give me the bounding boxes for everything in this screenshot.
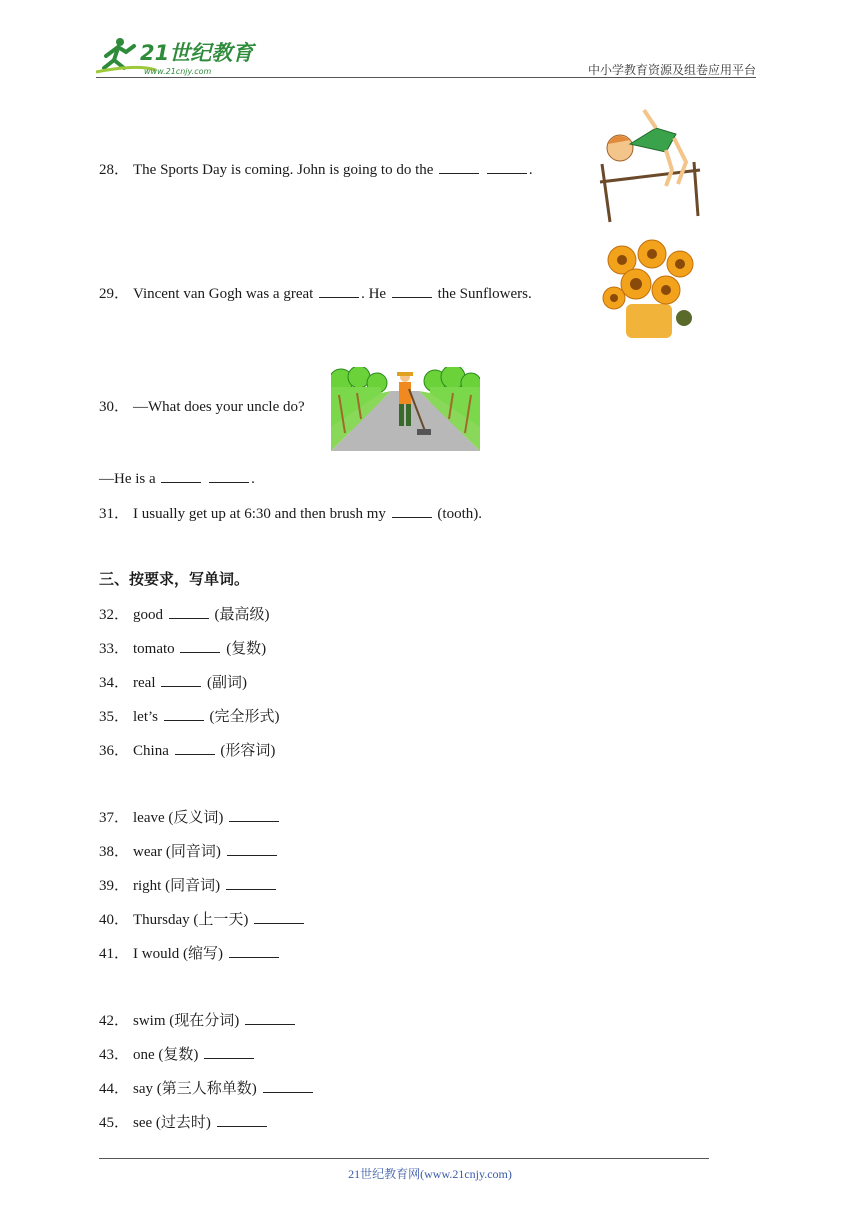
answer-blank[interactable] — [392, 283, 432, 298]
list-item — [99, 705, 280, 726]
answer-blank[interactable] — [164, 706, 204, 721]
site-logo — [96, 34, 266, 78]
word: tomato — [133, 641, 175, 657]
question-number: 42． — [99, 1013, 130, 1029]
hint: (副词) — [207, 675, 247, 691]
question-number: 39． — [99, 878, 130, 894]
answer-blank[interactable] — [229, 943, 279, 958]
answer-blank[interactable] — [263, 1078, 313, 1093]
word: good — [133, 607, 164, 623]
question-number: 36． — [99, 743, 130, 759]
word: wear (同音词) — [133, 844, 221, 860]
hint: (复数) — [226, 641, 267, 657]
word: China — [133, 743, 169, 759]
answer-blank[interactable] — [319, 283, 359, 298]
list-item — [99, 1111, 269, 1132]
list-item — [99, 874, 278, 895]
question-hint: (tooth). — [437, 506, 482, 522]
question-28 — [99, 158, 533, 179]
street-sweeper-illustration — [331, 367, 480, 451]
svg-text:21世纪教育: 21世纪教育 — [140, 41, 254, 65]
page-header — [96, 34, 756, 80]
word: swim (现在分词) — [133, 1013, 240, 1029]
list-item — [99, 942, 281, 963]
word: right (同音词) — [133, 878, 221, 894]
hint: (形容词) — [220, 743, 276, 759]
question-text: —What does your uncle do? — [133, 399, 305, 415]
answer-blank[interactable] — [439, 159, 479, 174]
list-item — [99, 1043, 256, 1064]
hint: (完全形式) — [209, 709, 280, 725]
list-item — [99, 908, 306, 929]
question-number: 38． — [99, 844, 130, 860]
question-text: I usually get up at 6:30 and then brush my — [133, 506, 386, 522]
question-30 — [99, 395, 305, 416]
period: . — [528, 162, 533, 178]
question-number: 41． — [99, 946, 130, 962]
question-30-answer — [99, 468, 255, 488]
word: real — [133, 675, 156, 691]
list-item — [99, 1077, 315, 1098]
svg-text:www.21cnjy.com: www.21cnjy.com — [144, 67, 212, 76]
word: one (复数) — [133, 1047, 199, 1063]
question-number: 44． — [99, 1081, 130, 1097]
question-number: 34． — [99, 675, 130, 691]
answer-blank[interactable] — [161, 672, 201, 687]
question-number: 30． — [99, 399, 130, 415]
list-item — [99, 739, 275, 760]
answer-blank[interactable] — [161, 468, 201, 483]
answer-blank[interactable] — [226, 875, 276, 890]
answer-blank[interactable] — [175, 740, 215, 755]
answer-blank[interactable] — [229, 807, 279, 822]
question-number: 37． — [99, 810, 130, 826]
question-29 — [99, 282, 532, 303]
period: . — [251, 471, 255, 487]
footer-link[interactable]: 21世纪教育网(www.21cnjy.com) — [348, 1167, 512, 1181]
list-item — [99, 1009, 297, 1030]
word: I would (缩写) — [133, 946, 224, 962]
answer-blank[interactable] — [392, 503, 432, 518]
question-number: 28． — [99, 162, 130, 178]
answer-blank[interactable] — [209, 468, 249, 483]
high-jump-illustration — [596, 104, 704, 224]
word: see (过去时) — [133, 1115, 211, 1131]
word: leave (反义词) — [133, 810, 224, 826]
header-platform-text: 中小学教育资源及组卷应用平台 — [587, 63, 756, 77]
question-number: 40． — [99, 912, 130, 928]
list-item — [99, 603, 270, 624]
answer-blank[interactable] — [254, 909, 304, 924]
question-number: 43． — [99, 1047, 130, 1063]
question-number: 33． — [99, 641, 130, 657]
footer-divider — [99, 1158, 709, 1159]
answer-blank[interactable] — [204, 1044, 254, 1059]
question-number: 45． — [99, 1115, 130, 1131]
answer-blank[interactable] — [487, 159, 527, 174]
answer-blank[interactable] — [245, 1010, 295, 1025]
question-31 — [99, 502, 482, 523]
question-number: 35． — [99, 709, 130, 725]
word: let’s — [133, 709, 159, 725]
list-item — [99, 840, 279, 861]
answer-blank[interactable] — [227, 841, 277, 856]
answer-blank[interactable] — [217, 1112, 267, 1127]
answer-blank[interactable] — [169, 604, 209, 619]
question-number: 31． — [99, 506, 130, 522]
question-number: 32． — [99, 607, 130, 623]
list-item — [99, 806, 281, 827]
question-text: the Sunflowers. — [437, 286, 532, 302]
header-divider — [96, 77, 756, 78]
question-number: 29． — [99, 286, 130, 302]
word: say (第三人称单数) — [133, 1081, 257, 1097]
question-text: The Sports Day is coming. John is going to do the — [133, 162, 434, 178]
list-item — [99, 637, 266, 658]
question-text: Vincent van Gogh was a great — [133, 286, 314, 302]
question-text: . He — [361, 286, 387, 302]
answer-blank[interactable] — [180, 638, 220, 653]
list-item — [99, 671, 247, 692]
section-title: 三、按要求，写单词。 — [99, 570, 250, 588]
answer-prefix: —He is a — [99, 471, 156, 487]
word: Thursday (上一天) — [133, 912, 249, 928]
hint: (最高级) — [214, 607, 270, 623]
sunflowers-painting — [600, 238, 698, 340]
